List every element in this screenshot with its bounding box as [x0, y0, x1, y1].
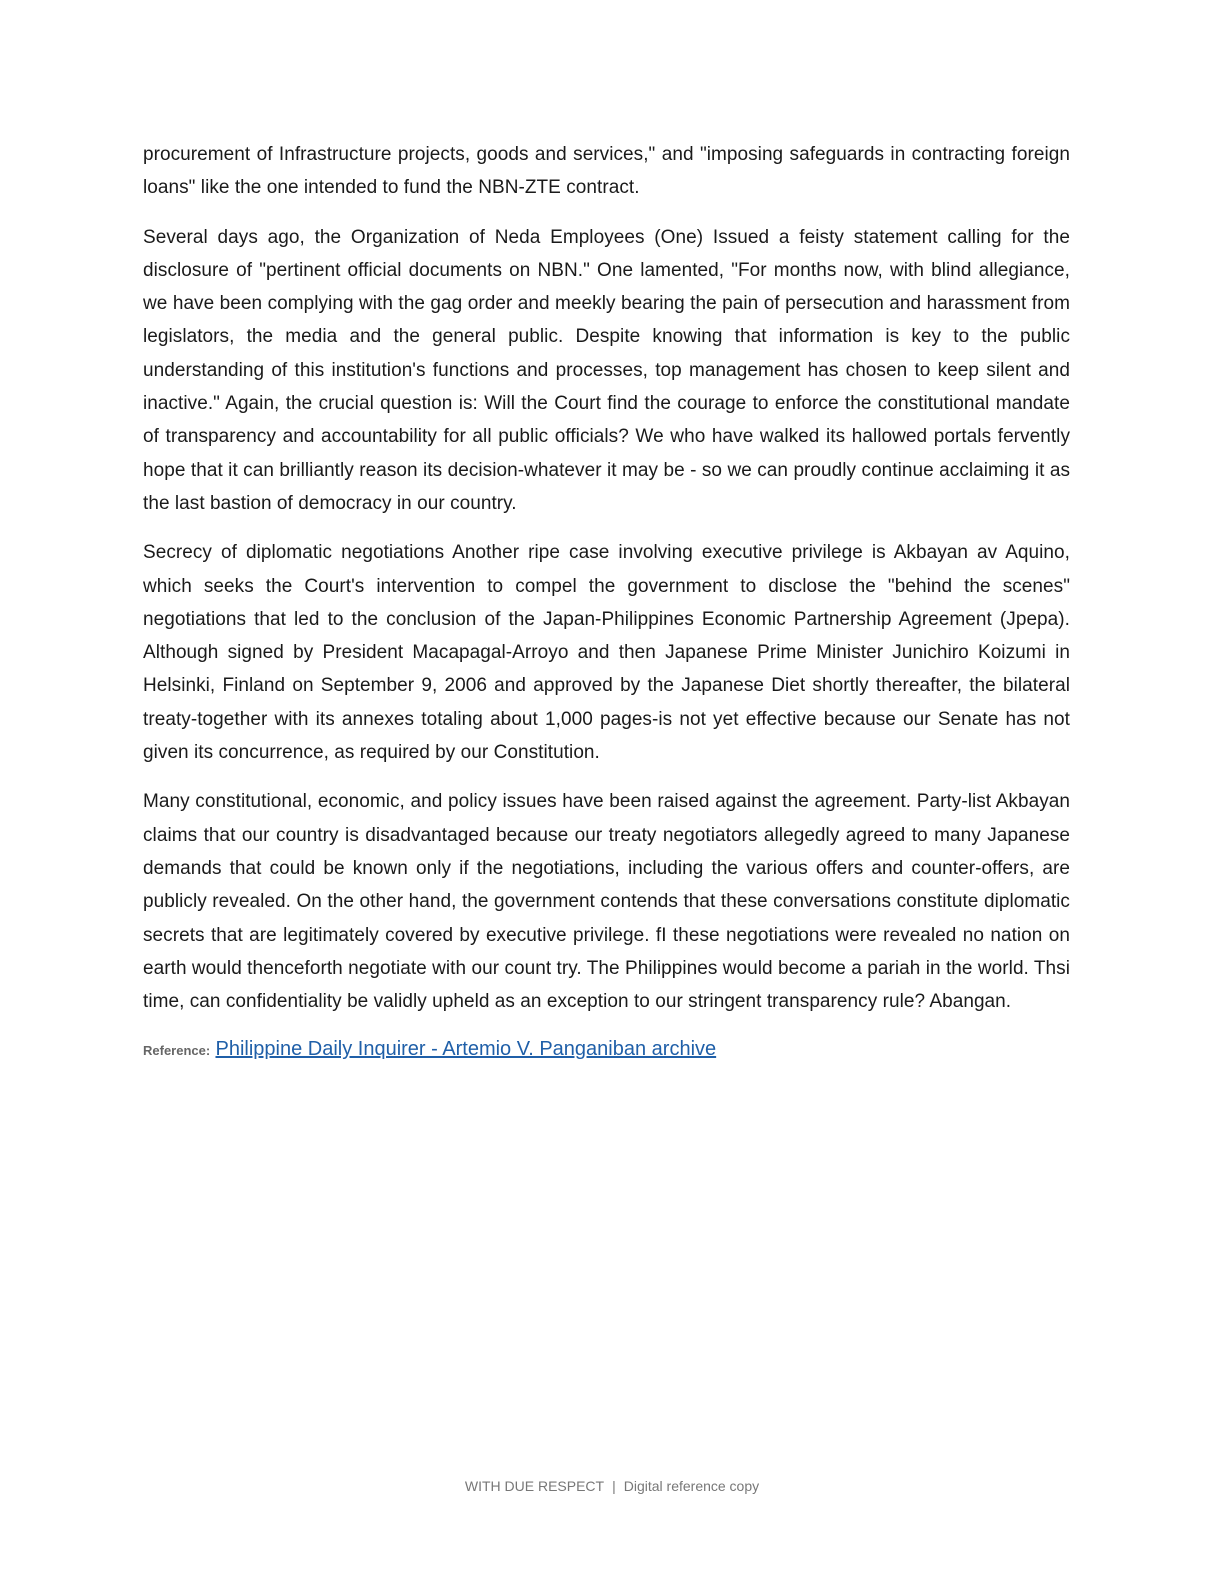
paragraph-3: Secrecy of diplomatic negotiations Another ripe case involving executive privilege is Akbayan av Aquino, which seeks the Court's intervention to compel the government to disclose the "behind the scenes" negotiations that led to the conclusion of the Japan-Philippines Economic Partnership Agreement (Jpepa). Although signed by President Macapagal-Arroyo and then Japanese Prime Minister Junichiro Koizumi in Helsinki, Finland on September 9, 2006 and approved by the Japanese Diet shortly thereafter, the bilateral treaty-together with its annexes totaling about 1,000 pages-is not yet effective because our Senate has not given its concurrence, as required by our Constitution.	[143, 542, 1070, 764]
footer-note: Digital reference copy	[623, 1478, 760, 1494]
page-footer	[0, 1478, 1224, 1494]
reference-link[interactable]: Philippine Daily Inquirer - Artemio V. Panganiban archive	[215, 1038, 717, 1061]
paragraph-1: procurement of Infrastructure projects, goods and services," and "imposing safeguards in contracting foreign loans" like the one intended to fund the NBN-ZTE contract.	[143, 144, 1070, 199]
paragraph-4: Many constitutional, economic, and policy issues have been raised against the agreement. Party-list Akbayan claims that our country is disadvantaged because our treaty negotiators allegedly agreed to many Japanese demands that could be known only if the negotiations, including the various offers and counter-offers, are publicly revealed. On the other hand, the government contends that these conversations constitute diplomatic secrets that are legitimately covered by executive privilege. fI these negotiations were revealed no nation on earth would thenceforth negotiate with our count try. The Philippines would become a pariah in the world. Thsi time, can confidentiality be validly upheld as an exception to our stringent transparency rule? Abangan.	[143, 791, 1070, 1013]
reference-line	[143, 1034, 1070, 1066]
reference-label: Reference:	[143, 1043, 211, 1059]
document-body	[143, 138, 1070, 1066]
paragraph-2: Several days ago, the Organization of Neda Employees (One) Issued a feisty statement calling for the disclosure of "pertinent official documents on NBN." One lamented, "For months now, with blind allegiance, we have been complying with the gag order and meekly bearing the pain of persecution and harassment from legislators, the media and the general public. Despite knowing that information is key to the public understanding of this institution's functions and processes, top management has chosen to keep silent and inactive." Again, the crucial question is: Will the Court find the courage to enforce the constitutional mandate of transparency and accountability for all public officials? We who have walked its hallowed portals fervently hope that it can brilliantly reason its decision-whatever it may be - so we can proudly continue acclaiming it as the last bastion of democracy in our country.	[143, 226, 1070, 514]
footer-separator: |	[612, 1478, 616, 1494]
footer-title: WITH DUE RESPECT	[464, 1478, 605, 1494]
